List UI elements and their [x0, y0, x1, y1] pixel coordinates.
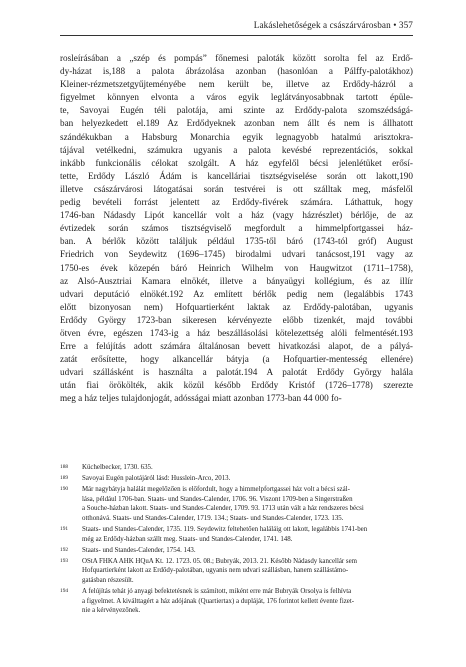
footnote: [60, 587, 413, 616]
text-line: te, Savoyai Eugén téli palotája, ami szinte az Erdődy-palota szomszédságá-: [60, 105, 413, 116]
text-line: dy-házat is,188 a palota ábrázolása azonban (hasonlóan a Pálffy-palotákhoz): [60, 66, 413, 77]
running-header: Lakáslehetőségek a császárvárosban • 357: [253, 20, 413, 30]
footnote-line: a Souche-házban lakott. Staats- und Standes-Calender, 1709. 93. 1713 után vált a ház rendszeres bécsi: [82, 505, 364, 513]
text-line: tette, Erdődy László Ádám is kancelláriai tisztségviselése során ott lakott,190: [60, 170, 413, 181]
text-line: szándékukban a Habsburg Monarchia egyik legnagyobb hatalmú arisztokra-: [60, 131, 413, 142]
footnote-line: gatásban részesült.: [82, 577, 134, 585]
footnote-number: 192: [60, 546, 69, 553]
text-line: illetve császárvárosi látogatásai során testvérei is ott szálltak meg, másfelől: [60, 183, 413, 194]
text-line: inkább funkcionális célokat szolgált. A ház egyfelől bécsi jelenlétüket erősí-: [60, 157, 413, 168]
text-line: pedig bevételi forrást jelentett az Erdődy-fivérek számára. Láthattuk, hogy: [60, 197, 413, 208]
footnote-number: 194: [60, 588, 69, 595]
main-text: [60, 52, 413, 406]
footnote-number: 191: [60, 526, 69, 533]
footnote-line: otthonává. Staats- und Standes-Calender, 1719. 134.; Staats- und Standes-Calender, 1723. 135.: [82, 514, 344, 522]
text-line: ban helyezkedett el.189 Az Erdődyeknek azonban nem állt és nem is állhatott: [60, 118, 413, 129]
footnote-number: 188: [60, 464, 69, 470]
footnote-line: nie a kérvényezőnek.: [82, 607, 141, 615]
footnote-line: Hofquartierként lakott az Erdődy-palotában, ugyanis nem udvari szállásban, hanem szállástámo-: [82, 567, 349, 575]
text-line: 1750-es évek közepén báró Heinrich Wilhelm von Haugwitzot (1711–1758),: [60, 262, 413, 273]
footnote-line: A felújítás tehát jó anyagi befektetésnek is számított, miként erre már Bubryák Orsolya is felhívta: [82, 588, 352, 596]
footnote-number: 193: [60, 557, 69, 564]
text-line: 1746-ban Nádasdy Lipót kancellár volt a ház (vagy házrészlet) bérlője, de az: [60, 210, 413, 221]
footnote: [60, 525, 413, 544]
footnote-line: Staats- und Standes-Calender, 1735. 119. Seydewitz feltehetően haláláig ott lakott, legalábbis 1741-ben: [82, 526, 368, 534]
text-line: ban. A bérlők között találjuk például 1735-től báró (1743-tól gróf) August: [60, 236, 413, 247]
text-line: Erre a felújítás adott számára általánosan bevett hivatkozási alapot, de a pályá-: [60, 341, 413, 352]
header-rule: [60, 35, 413, 36]
text-line: évtizedek során számos tisztségviselő megfordult a himmelpfortgassei ház-: [60, 223, 413, 234]
footnote-line: lása, például 1706-ban. Staats- und Standes-Calender, 1706. 96. Viszont 1709-ben a Singerstraßen: [82, 495, 353, 503]
text-line: zatát erősítette, hogy alkancellár bátyja (a Hofquartier-mentesség ellenére): [60, 354, 413, 365]
footnote-line: Savoyai Eugén palotájáról lásd: Husslein-Arco, 2013.: [82, 475, 231, 483]
text-line: tájával vetélkedni, számukra ugyanis a palota kevésbé reprezentációs, sokkal: [60, 144, 413, 155]
footnote-number: 190: [60, 486, 69, 493]
footnote: [60, 474, 413, 484]
text-line: Erdődy György 1723-ban sikeresen kérvényezte előbb tizenkét, majd további: [60, 314, 413, 325]
footnote: [60, 463, 413, 473]
text-line: ötven évre, egészen 1743-ig a ház beszállásolási kötelezettség alóli felmentését.193: [60, 327, 413, 338]
footnote: [60, 546, 413, 556]
footnote-line: Küchelbecker, 1730. 635.: [82, 464, 153, 471]
footnote-line: Már nagybátyja halálát megelőzően is előfordult, hogy a himmelpfortgassei ház volt a bécsi szál-: [82, 486, 350, 494]
footnote-line: még az Erdődy-házban szállt meg. Staats- und Standes-Calender, 1741. 148.: [82, 535, 293, 543]
text-line: figyelmet könnyen elvonta a város egyik leglátványosabbnak tartott épüle-: [60, 92, 413, 103]
footnote: [60, 557, 413, 586]
footnote-line: Staats- und Standes-Calender, 1754. 143.: [82, 546, 196, 554]
footnote: [60, 485, 413, 523]
footnote-number: 189: [60, 475, 69, 482]
text-line: meg a ház teljes tulajdonjogát, adósságai miatt azonban 1773-ban 44 000 fo-: [60, 393, 342, 404]
text-line: udvari deputáció elnökét.192 Az említett bérlők pedig nem (legalábbis 1743: [60, 288, 413, 299]
text-line: rosleírásában a „szép és pompás” főnemesi paloták között sorolta fel az Erdő-: [60, 53, 413, 63]
footnote-line: OStA FHKA AHK HQuA Kt. 12. 1723. 05. 08.; Bubryák, 2013. 21. Később Nádasdy kancellár sem: [82, 557, 358, 565]
text-line: Kleiner-rézmetszetgyűjteményébe nem került be, illetve az Erdődy-házról a: [60, 79, 413, 90]
text-line: az Alsó-Ausztriai Kamara elnökét, illetve a bányaügyi kollégium, és az illír: [60, 275, 413, 286]
text-line: Friedrich von Seydewitz (1696–1745) birodalmi udvari tanácsost,191 vagy az: [60, 249, 413, 260]
text-line: udvari szállásként is használta a palotát.194 A palotát Erdődy György halála: [60, 367, 413, 378]
footnotes-section: [60, 463, 413, 617]
text-line: előtt bizonyosan nem) Hofquartierként laktak az Erdődy-palotában, ugyanis: [60, 301, 413, 312]
text-line: után fiai örökölték, akik közül később Erdődy Kristóf (1726–1778) szerezte: [60, 380, 413, 391]
footnote-line: a figyelmet. A kiválttagért a ház adójának (Quartiertax) a dupláját, 176 forintot kellett évente fizet-: [82, 597, 355, 605]
